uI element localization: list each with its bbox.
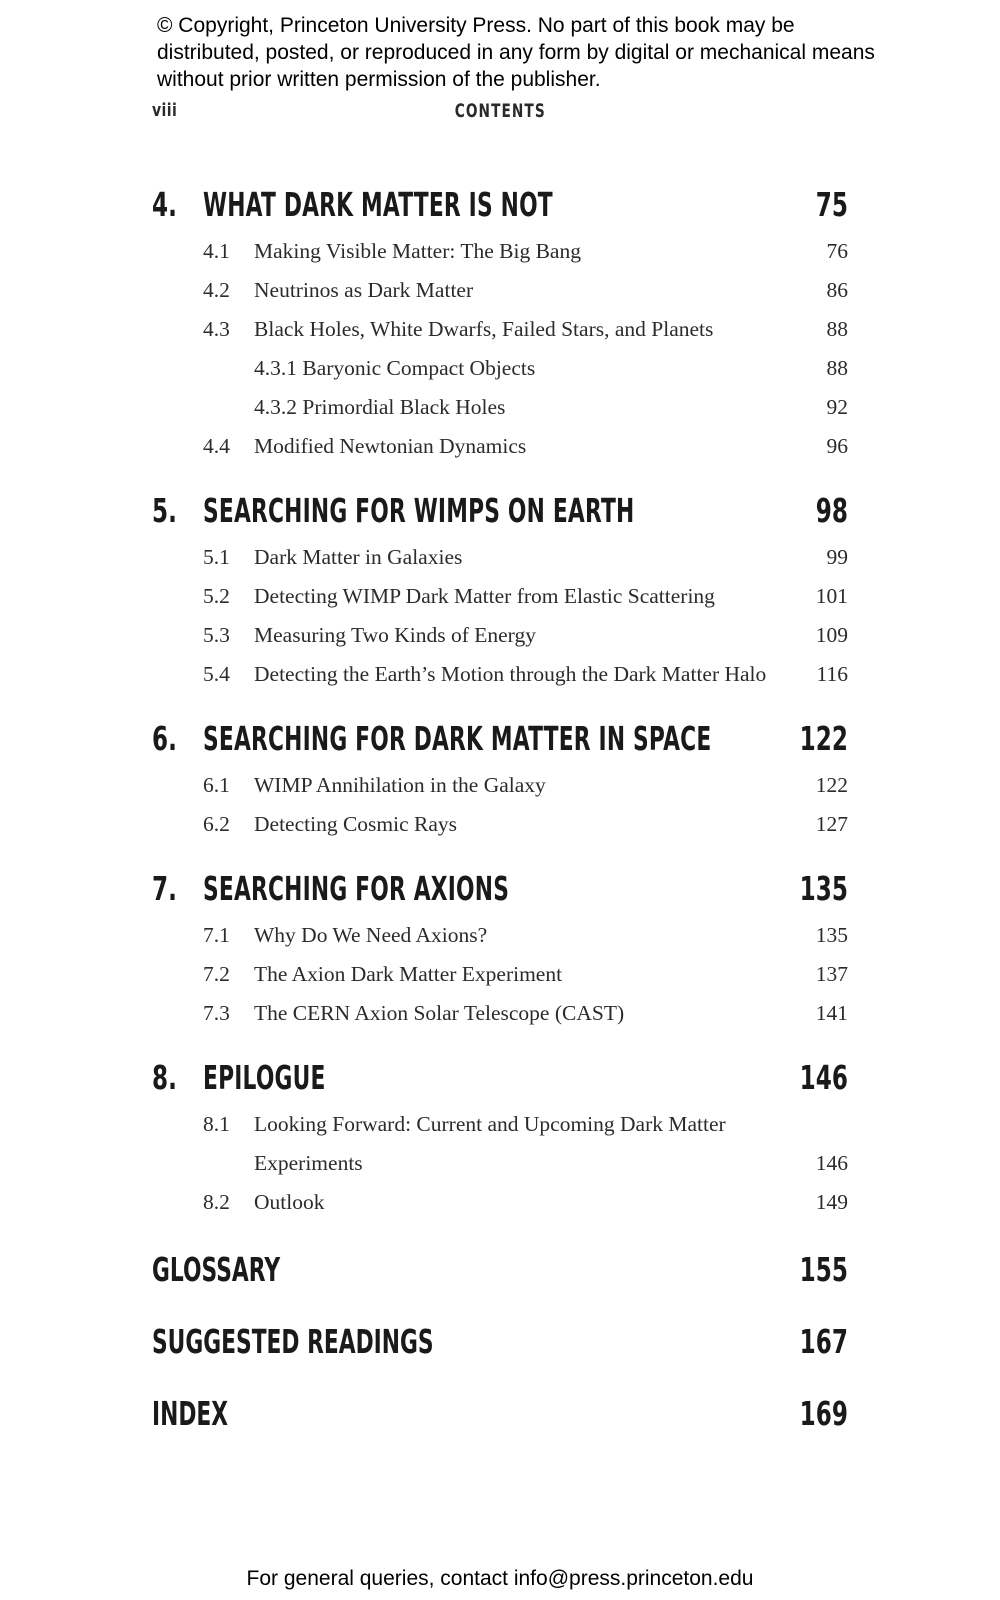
chapter-page: 122: [799, 719, 848, 758]
section-page: 127: [815, 812, 848, 836]
spacer: [152, 1222, 848, 1240]
subsection-title: 4.3.1 Baryonic Compact Objects: [254, 356, 536, 380]
section-title: Outlook: [254, 1190, 325, 1214]
toc-entry: [152, 538, 848, 577]
chapter-heading: [152, 180, 848, 232]
toc-entry: [152, 232, 848, 271]
chapter-title: SEARCHING FOR DARK MATTER IN SPACE: [203, 719, 712, 758]
chapter-title: EPILOGUE: [203, 1058, 326, 1097]
section-page: 76: [826, 239, 848, 263]
toc-entry: [152, 655, 848, 694]
toc-entry: [152, 994, 848, 1033]
chapter-page: 98: [815, 491, 848, 530]
section-title: Dark Matter in Galaxies: [254, 545, 463, 569]
section-number: 8.1: [203, 1112, 230, 1136]
chapter-heading: [152, 864, 848, 916]
copyright-notice: © Copyright, Princeton University Press. No part of this book may be distributed, posted, or reproduced in any form by digital or mechanical means without prior written permission of the publisher.: [157, 14, 875, 91]
section-page: 99: [826, 545, 848, 569]
section-title: Detecting Cosmic Rays: [254, 812, 458, 836]
footer-contact: For general queries, contact info@press.princeton.edu: [246, 1567, 754, 1590]
chapter-heading: [152, 1053, 848, 1105]
backmatter-suggested-readings: [152, 1312, 848, 1384]
section-title: Detecting the Earth’s Motion through the Dark Matter Halo: [254, 662, 767, 686]
chapter-title: SEARCHING FOR WIMPS ON EARTH: [203, 491, 635, 530]
section-number: 4.1: [203, 239, 230, 263]
section-page: 86: [826, 278, 848, 302]
toc-entry: [152, 805, 848, 844]
chapter-number: 5.: [152, 491, 177, 530]
section-title: WIMP Annihilation in the Galaxy: [254, 773, 546, 797]
toc-entry: [152, 955, 848, 994]
running-head-text: CONTENTS: [454, 100, 546, 122]
chapter-page: 135: [799, 869, 848, 908]
section-title: Why Do We Need Axions?: [254, 923, 488, 947]
toc-entry: [152, 271, 848, 310]
chapter-page: 146: [799, 1058, 848, 1097]
chapter-title: SEARCHING FOR AXIONS: [203, 869, 510, 908]
section-page: 141: [815, 1001, 848, 1025]
chapter-heading: [152, 486, 848, 538]
section-number: 6.1: [203, 773, 230, 797]
toc-entry: [152, 1183, 848, 1222]
chapter-number: 7.: [152, 869, 177, 908]
toc-entry: [152, 577, 848, 616]
chapter-number: 8.: [152, 1058, 177, 1097]
section-page: 137: [815, 962, 848, 986]
subsection-page: 92: [826, 395, 848, 419]
section-title: Looking Forward: Current and Upcoming Dark Matter: [254, 1112, 726, 1136]
section-number: 4.2: [203, 278, 230, 302]
section-page: 122: [815, 773, 848, 797]
section-number: 7.2: [203, 962, 230, 986]
section-number: 7.1: [203, 923, 230, 947]
backmatter-index: [152, 1384, 848, 1456]
backmatter-title: SUGGESTED READINGS: [152, 1322, 434, 1361]
section-number: 5.3: [203, 623, 230, 647]
chapter-number: 4.: [152, 185, 177, 224]
section-page: 101: [815, 584, 848, 608]
toc-entry: [152, 916, 848, 955]
toc-entry: [152, 766, 848, 805]
chapter-heading: [152, 714, 848, 766]
section-number: 6.2: [203, 812, 230, 836]
toc-entry: [152, 616, 848, 655]
section-page: 116: [816, 662, 848, 686]
section-number: 7.3: [203, 1001, 230, 1025]
chapter-title: WHAT DARK MATTER IS NOT: [203, 185, 553, 224]
section-page: 88: [826, 317, 848, 341]
page-number: viii: [152, 100, 178, 121]
backmatter-page: 167: [799, 1322, 848, 1361]
section-title: Measuring Two Kinds of Energy: [254, 623, 536, 647]
section-page: 146: [815, 1151, 848, 1175]
section-title: Neutrinos as Dark Matter: [254, 278, 474, 302]
spacer: [152, 466, 848, 486]
subsection-page: 88: [826, 356, 848, 380]
section-number: 4.4: [203, 434, 230, 458]
section-page: 135: [815, 923, 848, 947]
section-title: Black Holes, White Dwarfs, Failed Stars, and Planets: [254, 317, 714, 341]
section-page: 109: [815, 623, 848, 647]
section-number: 8.2: [203, 1190, 230, 1214]
section-number: 5.1: [203, 545, 230, 569]
section-page: 149: [815, 1190, 848, 1214]
spacer: [152, 1033, 848, 1053]
section-title: Modified Newtonian Dynamics: [254, 434, 527, 458]
backmatter-glossary: [152, 1240, 848, 1312]
section-number: 4.3: [203, 317, 230, 341]
toc-entry: [152, 427, 848, 466]
section-title: Making Visible Matter: The Big Bang: [254, 239, 581, 263]
section-title-continuation: Experiments: [254, 1151, 363, 1175]
backmatter-page: 155: [799, 1250, 848, 1289]
table-of-contents: [152, 180, 848, 1456]
toc-subentry: [152, 349, 848, 388]
backmatter-page: 169: [799, 1394, 848, 1433]
chapter-number: 6.: [152, 719, 177, 758]
chapter-page: 75: [815, 185, 848, 224]
section-page: 96: [826, 434, 848, 458]
subsection-title: 4.3.2 Primordial Black Holes: [254, 395, 506, 419]
section-title: Detecting WIMP Dark Matter from Elastic Scattering: [254, 584, 715, 608]
toc-subentry: [152, 388, 848, 427]
toc-entry-continuation: [152, 1144, 848, 1183]
section-title: The CERN Axion Solar Telescope (CAST): [254, 1001, 625, 1025]
section-title: The Axion Dark Matter Experiment: [254, 962, 563, 986]
toc-entry: [152, 310, 848, 349]
spacer: [152, 694, 848, 714]
spacer: [152, 844, 848, 864]
backmatter-title: GLOSSARY: [152, 1250, 281, 1289]
section-number: 5.2: [203, 584, 230, 608]
backmatter-title: INDEX: [152, 1394, 229, 1433]
running-head: [0, 100, 1000, 122]
toc-entry: [152, 1105, 848, 1144]
section-number: 5.4: [203, 662, 230, 686]
